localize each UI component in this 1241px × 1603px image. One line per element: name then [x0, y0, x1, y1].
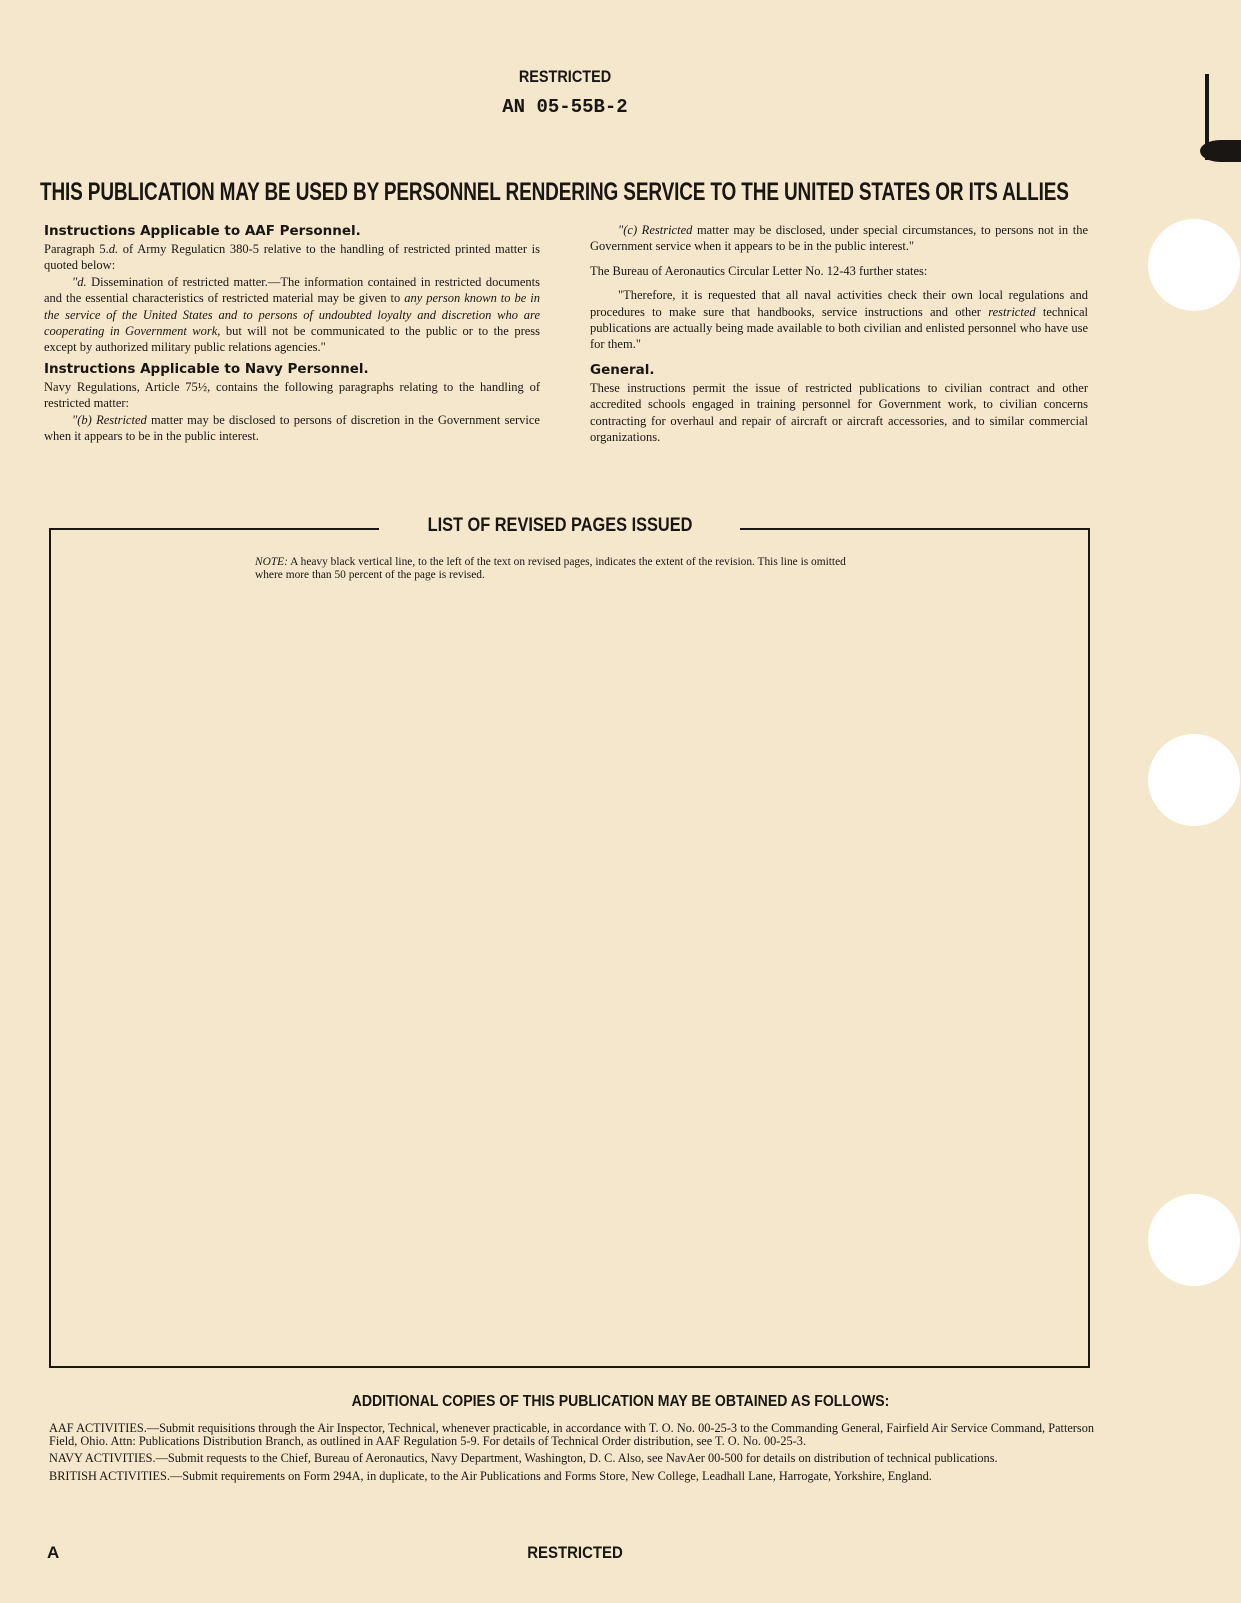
bureau-paragraph: The Bureau of Aeronautics Circular Letter No. 12-43 further states:	[590, 263, 928, 278]
revised-pages-box	[49, 528, 1090, 1368]
footer-classification: RESTRICTED	[527, 1543, 623, 1562]
punch-hole-top	[1148, 219, 1240, 311]
general-heading: General.	[590, 361, 655, 378]
navy-quote: "(b) Restricted matter may be disclosed to persons of discretion in the Government service when it appears to be in the public interest.	[44, 412, 540, 444]
navy-activities: NAVY ACTIVITIES.—Submit requests to the Chief, Bureau of Aeronautics, Navy Department, Washington, D. C. Also, see NavAer 00-500 for details on distribution of technical publications.	[49, 1451, 998, 1466]
page-letter: A	[47, 1543, 60, 1562]
punch-hole-middle	[1148, 734, 1240, 826]
navy-heading: Instructions Applicable to Navy Personnel.	[44, 360, 369, 377]
aaf-activities: AAF ACTIVITIES.—Submit requisitions through the Air Inspector, Technical, whenever practicable, in accordance with T. O. No. 00-25-3 to the Commanding General, Fairfield Air Service Command, Patterson Field, Ohio. Attn: Publications Distribution Branch, as outlined in AAF Regulation 5-9. For details of Technical Order distribution, see T. O. No. 00-25-3.	[49, 1421, 1094, 1449]
additional-copies-list	[49, 1422, 1094, 1487]
usage-banner: THIS PUBLICATION MAY BE USED BY PERSONNEL RENDERING SERVICE TO THE UNITED STATES OR ITS ALLIES	[40, 178, 1069, 206]
ink-blot	[1200, 140, 1241, 162]
revised-pages-title: LIST OF REVISED PAGES ISSUED	[427, 515, 693, 536]
right-column	[590, 222, 1088, 445]
document-number: AN 05-55B-2	[502, 96, 628, 118]
left-column	[44, 222, 540, 444]
punch-hole-bottom	[1148, 1194, 1240, 1286]
general-paragraph: These instructions permit the issue of restricted publications to civilian contract and other accredited schools engaged in training personnel for Government work, to civilian concerns contracting for overhaul and repair of aircraft or aircraft accessories, and to similar commercial organizations.	[590, 380, 1088, 445]
british-activities: BRITISH ACTIVITIES.—Submit requirements on Form 294A, in duplicate, to the Air Publications and Forms Store, New College, Leadhall Lane, Harrogate, Yorkshire, England.	[49, 1468, 932, 1483]
bureau-quote: "Therefore, it is requested that all naval activities check their own local regulations and procedures to make sure that handbooks, service instructions and other restricted technical publications are actually being made available to both civilian and enlisted personnel who have use for them."	[590, 288, 1088, 352]
revision-note: NOTE: A heavy black vertical line, to the left of the text on revised pages, indicates the extent of the revision. This line is omitted where more than 50 percent of the page is revised.	[255, 554, 846, 581]
additional-copies-title: ADDITIONAL COPIES OF THIS PUBLICATION MAY BE OBTAINED AS FOLLOWS:	[351, 1393, 890, 1410]
aaf-heading: Instructions Applicable to AAF Personnel.	[44, 223, 361, 239]
aaf-quote: "d. Dissemination of restricted matter.—The information contained in restricted documents and the essential characteristics of restricted material may be given to any person known to be in the service of the United States and to persons of undoubted loyalty and discretion who are cooperating in Government work, but will not be communicated to the public or to the press except by authorized military public relations agencies."	[44, 274, 541, 355]
restricted-c-quote: "(c) Restricted matter may be disclosed, under special circumstances, to persons not in the Government service when it appears to be in the public interest."	[590, 223, 1088, 254]
aaf-paragraph: Paragraph 5.d. of Army Regulaticn 380-5 relative to the handling of restricted printed matter is quoted below:	[44, 242, 541, 273]
navy-paragraph: Navy Regulations, Article 75½, contains the following paragraphs relating to the handling of restricted matter:	[44, 379, 540, 411]
header-classification: RESTRICTED	[518, 67, 612, 86]
